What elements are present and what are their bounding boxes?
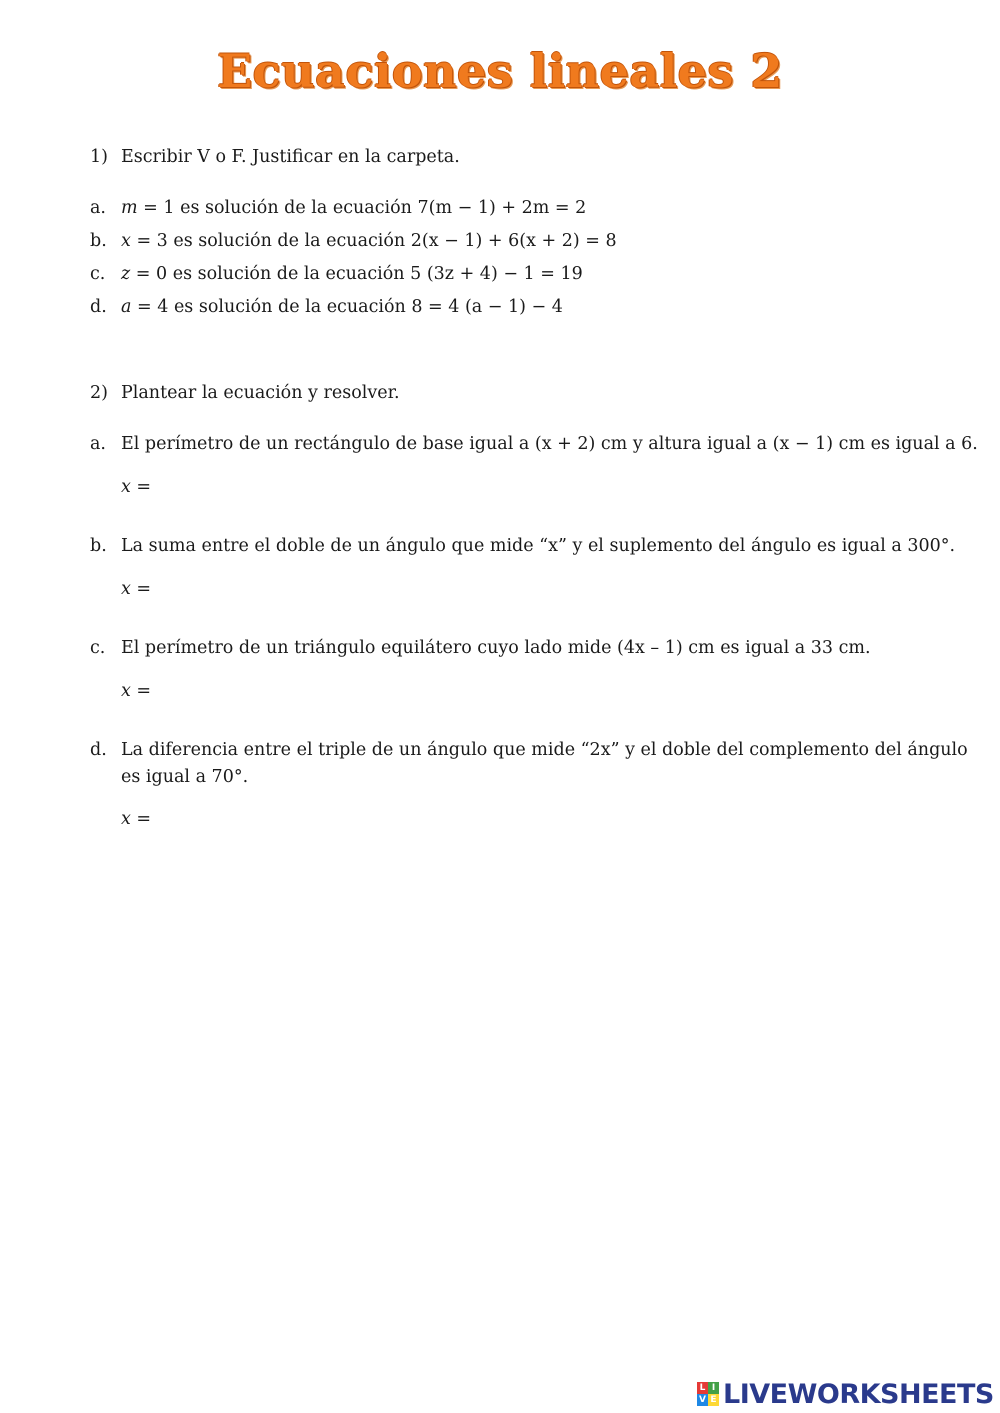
question-1-number: 1) <box>90 147 108 167</box>
item-1c <box>121 261 583 287</box>
item-1a-var: m <box>121 198 138 218</box>
item-1a-mid: es solución de la ecuación <box>174 198 418 218</box>
answer-2d-field[interactable]: x = <box>121 809 152 829</box>
item-1a-label: a. <box>90 198 106 218</box>
question-2-number: 2) <box>90 383 108 403</box>
logo-letter-v: V <box>697 1394 708 1406</box>
item-1c-mid: es solución de la ecuación <box>167 264 411 284</box>
item-1b-value: = 3 <box>130 231 168 251</box>
item-1b-equation: 2(x − 1) + 6(x + 2) = 8 <box>410 231 617 251</box>
item-1a <box>121 195 586 221</box>
logo-text: LIVEWORKSHEETS <box>723 1378 994 1410</box>
item-2d-text: La diferencia entre el triple de un ángulo que mide “2x” y el doble del complemento del ángulo <box>121 740 968 760</box>
logo-mark-icon <box>697 1382 719 1406</box>
logo-letter-i: I <box>708 1382 719 1394</box>
page-title: Ecuaciones lineales 2 <box>217 44 783 98</box>
question-2-text: Plantear la ecuación y resolver. <box>121 383 400 403</box>
item-2a-label: a. <box>90 434 106 454</box>
item-1c-var: z <box>121 264 131 284</box>
item-1c-label: c. <box>90 264 106 284</box>
item-1b-mid: es solución de la ecuación <box>167 231 411 251</box>
item-2d-text-line2: es igual a 70°. <box>121 767 249 787</box>
item-2c-label: c. <box>90 638 106 658</box>
item-1a-value: = 1 <box>137 198 175 218</box>
item-1c-equation: 5 (3z + 4) − 1 = 19 <box>410 264 583 284</box>
item-2b-label: b. <box>90 536 107 556</box>
logo-letter-e: E <box>708 1394 719 1406</box>
answer-2c-field[interactable]: x = <box>121 681 152 701</box>
item-2b-text: La suma entre el doble de un ángulo que mide “x” y el suplemento del ángulo es igual a 300°. <box>121 536 956 556</box>
logo-letter-l: L <box>697 1382 708 1394</box>
item-1b <box>121 228 617 254</box>
item-1d-mid: es solución de la ecuación <box>168 297 412 317</box>
item-1a-equation: 7(m − 1) + 2m = 2 <box>417 198 587 218</box>
answer-2b-field[interactable]: x = <box>121 579 152 599</box>
item-1d-equation: 8 = 4 (a − 1) − 4 <box>411 297 563 317</box>
item-1d <box>121 294 563 320</box>
item-2a-text: El perímetro de un rectángulo de base igual a (x + 2) cm y altura igual a (x − 1) cm es igual a 6. <box>121 434 978 454</box>
item-1b-var: x <box>121 231 131 251</box>
item-1c-value: = 0 <box>130 264 168 284</box>
answer-2a-field[interactable]: x = <box>121 477 152 497</box>
item-2c-text: El perímetro de un triángulo equilátero cuyo lado mide (4x – 1) cm es igual a 33 cm. <box>121 638 871 658</box>
question-1-text: Escribir V o F. Justificar en la carpeta. <box>121 147 460 167</box>
item-1b-label: b. <box>90 231 107 251</box>
item-1d-label: d. <box>90 297 107 317</box>
item-2d-label: d. <box>90 740 107 760</box>
liveworksheets-logo[interactable] <box>697 1377 994 1411</box>
item-1d-var: a <box>121 297 132 317</box>
item-1d-value: = 4 <box>131 297 169 317</box>
